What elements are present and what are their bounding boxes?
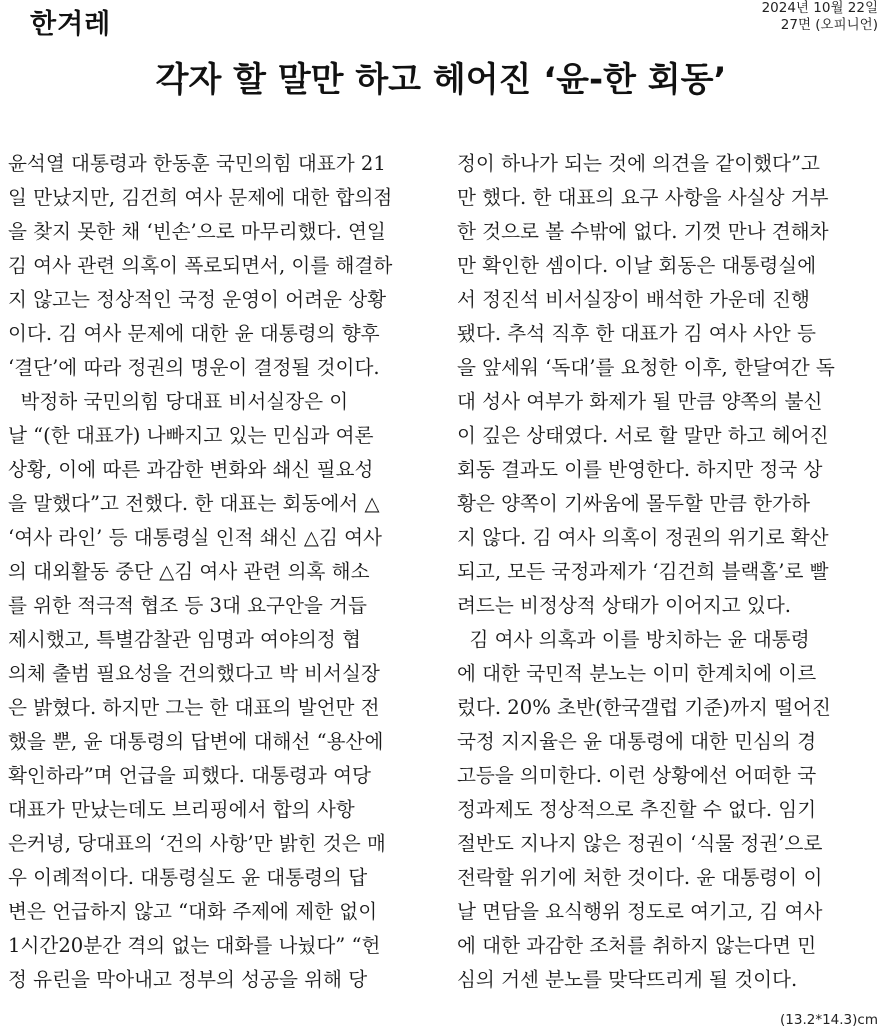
article-column-right — [457, 147, 875, 997]
newspaper-logo: 한겨레 — [30, 9, 112, 40]
article-text-line: 한 것으로 볼 수밖에 없다. 기껏 만나 견해차 — [457, 220, 829, 243]
article-text-line: 지 않다. 김 여사 의혹이 정권의 위기로 확산 — [457, 526, 829, 549]
article-text-line: 은커녕, 당대표의 ‘건의 사항’만 밝힌 것은 매 — [8, 832, 386, 855]
article-text-line: 대 성사 여부가 화제가 될 만큼 양쪽의 불신 — [457, 390, 823, 413]
page-section: 27면 (오피니언) — [780, 17, 878, 33]
article-text-line: 만 확인한 셈이다. 이날 회동은 대통령실에 — [457, 254, 817, 277]
article-size-note: (13.2*14.3)cm — [780, 1012, 878, 1028]
publication-date: 2024년 10월 22일 — [761, 0, 878, 16]
article-text-line: 서 정진석 비서실장이 배석한 가운데 진행 — [457, 288, 810, 311]
article-text-line: 대표가 만났는데도 브리핑에서 합의 사항 — [8, 798, 355, 821]
article-text-line: 상황, 이에 따른 과감한 변화와 쇄신 필요성 — [8, 458, 374, 481]
article-text-line: 을 앞세워 ‘독대’를 요청한 이후, 한달여간 독 — [457, 356, 835, 379]
article-text-line: 려드는 비정상적 상태가 이어지고 있다. — [457, 594, 791, 617]
article-text-line: 황은 양쪽이 기싸움에 몰두할 만큼 한가하 — [457, 492, 810, 515]
article-text-line: 되고, 모든 국정과제가 ‘김건희 블랙홀’로 빨 — [457, 560, 829, 583]
article-text-line: 날 면담을 요식행위 정도로 여기고, 김 여사 — [457, 900, 823, 923]
article-text-line: ‘여사 라인’ 등 대통령실 인적 쇄신 △김 여사 — [8, 526, 382, 549]
article-text-line: 윤석열 대통령과 한동훈 국민의힘 대표가 21 — [8, 152, 386, 175]
article-column-left — [8, 147, 426, 997]
article-text-line: 1시간20분간 격의 없는 대화를 나눴다” “헌 — [8, 934, 381, 957]
article-text-line: 변은 언급하지 않고 “대화 주제에 제한 없이 — [8, 900, 378, 923]
article-text-line: 회동 결과도 이를 반영한다. 하지만 정국 상 — [457, 458, 823, 481]
article-text-line: 이 깊은 상태였다. 서로 할 말만 하고 헤어진 — [457, 424, 829, 447]
article-headline: 각자 할 말만 하고 헤어진 ‘윤-한 회동’ — [155, 60, 727, 100]
article-text-line: 이다. 김 여사 문제에 대한 윤 대통령의 향후 — [8, 322, 380, 345]
article-text-line: 절반도 지나지 않은 정권이 ‘식물 정권’으로 — [457, 832, 823, 855]
article-text-line: 국정 지지율은 윤 대통령에 대한 민심의 경 — [457, 730, 817, 753]
article-text-line: 됐다. 추석 직후 한 대표가 김 여사 사안 등 — [457, 322, 816, 345]
article-text-line: 박정하 국민의힘 당대표 비서실장은 이 — [8, 390, 349, 413]
article-text-line: 일 만났지만, 김건희 여사 문제에 대한 합의점 — [8, 186, 393, 209]
article-text-line: 은 밝혔다. 하지만 그는 한 대표의 발언만 전 — [8, 696, 380, 719]
article-text-line: 의 대외활동 중단 △김 여사 관련 의혹 해소 — [8, 560, 370, 583]
article-text-line: ‘결단’에 따라 정권의 명운이 결정될 것이다. — [8, 356, 380, 379]
article-text-line: 심의 거센 분노를 맞닥뜨리게 될 것이다. — [457, 968, 798, 991]
masthead — [0, 0, 882, 44]
article-text-line: 지 않고는 정상적인 국정 운영이 어려운 상황 — [8, 288, 387, 311]
article-text-line: 확인하라”며 언급을 피했다. 대통령과 여당 — [8, 764, 371, 787]
article-text-line: 만 했다. 한 대표의 요구 사항을 사실상 거부 — [457, 186, 829, 209]
article-text-line: 를 위한 적극적 협조 등 3대 요구안을 거듭 — [8, 594, 367, 617]
article-text-line: 우 이례적이다. 대통령실도 윤 대통령의 답 — [8, 866, 368, 889]
article-text-line: 의체 출범 필요성을 건의했다고 박 비서실장 — [8, 662, 380, 685]
article-text-line: 에 대한 과감한 조처를 취하지 않는다면 민 — [457, 934, 817, 957]
article-text-line: 김 여사 의혹과 이를 방치하는 윤 대통령 — [457, 628, 810, 651]
article-text-line: 정과제도 정상적으로 추진할 수 없다. 임기 — [457, 798, 817, 821]
article-text-line: 전락할 위기에 처한 것이다. 윤 대통령이 이 — [457, 866, 823, 889]
article-text-line: 정이 하나가 되는 것에 의견을 같이했다”고 — [457, 152, 820, 175]
publication-meta — [762, 0, 878, 34]
article-text-line: 에 대한 국민적 분노는 이미 한계치에 이르 — [457, 662, 817, 685]
article-text-line: 김 여사 관련 의혹이 폭로되면서, 이를 해결하 — [8, 254, 393, 277]
article-text-line: 제시했고, 특별감찰관 임명과 여야의정 협 — [8, 628, 361, 651]
article-text-line: 렀다. 20% 초반(한국갤럽 기준)까지 떨어진 — [457, 696, 831, 719]
article-text-line: 고등을 의미한다. 이런 상황에선 어떠한 국 — [457, 764, 817, 787]
article-text-line: 정 유린을 막아내고 정부의 성공을 위해 당 — [8, 968, 368, 991]
article-text-line: 을 말했다”고 전했다. 한 대표는 회동에서 △ — [8, 492, 380, 515]
article-text-line: 을 찾지 못한 채 ‘빈손’으로 마무리했다. 연일 — [8, 220, 386, 243]
article-text-line: 날 “(한 대표가) 나빠지고 있는 민심과 여론 — [8, 424, 374, 447]
article-text-line: 했을 뿐, 윤 대통령의 답변에 대해선 “용산에 — [8, 730, 384, 753]
